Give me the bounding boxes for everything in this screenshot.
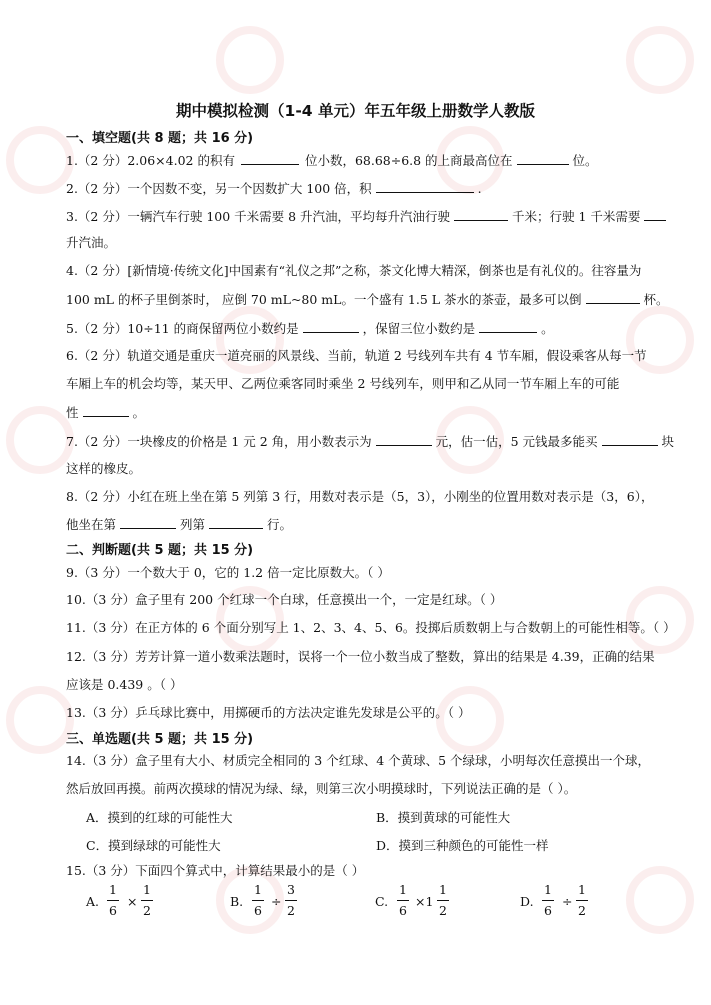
answer-blank[interactable]: [602, 433, 658, 446]
fraction-bar: [397, 900, 409, 901]
fraction-bar: [141, 900, 153, 901]
fraction-bar: [252, 900, 264, 901]
answer-blank[interactable]: [241, 152, 299, 165]
question-12: 12.（3 分）芳芳计算一道小数乘法题时，误将一个一位小数当成了整数，算出的结果是 4.39，正确的结果: [66, 649, 655, 664]
question-6: 6.（2 分）轨道交通是重庆一道亮丽的风景线、当前，轨道 2 号线列车共有 4 节车厢，假设乘客从每一节: [66, 348, 647, 363]
question-8-line-2: 他坐在第 列第 行。: [66, 517, 292, 532]
section-true-false: 二、判断题(共 5 题；共 15 分): [66, 543, 254, 558]
option-a[interactable]: A．摸到的红球的可能性大: [86, 810, 233, 825]
answer-blank[interactable]: [586, 291, 640, 304]
question-4-line-2: 100 mL 的杯子里倒茶时， 应倒 70 mL~80 mL。一个盛有 1.5 L 茶水的茶壶，最多可以倒 杯。: [66, 292, 669, 307]
answer-blank[interactable]: [209, 516, 263, 529]
question-8: 8.（2 分）小红在班上坐在第 5 列第 3 行，用数对表示是（5，3），小刚坐的位置用数对表示是（3，6），: [66, 489, 654, 504]
exam-page: 期中模拟检测（1-4 单元）年五年级上册数学人教版 一、填空题(共 8 题；共 16 分) 1.（2 分）2.06×4.02 的积有 位小数，68.68÷6.8 的上商最高位在 位。 2.（2 分）一个因数不变，另一个因数扩大 100 倍，积 . 3.（2 分）一辆汽车行驶 100 千米需要 8 升汽油，平均每升汽油行驶 千米；行驶 1 千米需要 升汽油。 4.（2 分）[新情境·传统文化]中国素有“礼仪之邦”之称，茶文化博大精深，倒茶也是有礼仪的。往容量为 100 mL 的杯子里倒茶时， 应倒 70 mL~80 mL。一个盛有 1.5 L 茶水的茶壶，最多可以倒 杯。 5.（2 分）10÷11 的商保留两位小数约是 ，保留三位小数约是 。 6.（2 分）轨道交通是重庆一道亮丽的风景线、当前，轨道 2 号线列车共有 4 节车厢，假设乘客从每一节 车厢上车的机会均等，某天甲、乙两位乘客同时乘坐 2 号线列车，则甲和乙从同一节车厢上车的可能 性 。 7.（2 分）一块橡皮的价格是 1 元 2 角，用小数表示为 元，估一估，5 元钱最多能买 块 这样的橡皮。 8.（2 分）小红在班上坐在第 5 列第 3 行，用数对表示是（5，3），小刚坐的位置用数对表示是（3，6）， 他坐在第 列第 行。 二、判断题(共 5 题；共 15 分) 9.（3 分）一个数大于 0，它的 1.2 倍一定比原数大。（ ） 10.（3 分）盒子里有 200 个红球一个白球，任意摸出一个，一定是红球。（ ） 11.（3 分）在正方体的 6 个面分别写上 1、2、3、4、5、6。投掷后质数朝上与合数朝上的可能性相等。（ ） 12.（3 分）芳芳计算一道小数乘法题时，误将一个一位小数当成了整数，算出的结果是 4.39，正确的结果 应该是 0.439 。（ ） 13.（3 分）乒乓球比赛中，用掷硬币的方法决定谁先发球是公平的。（ ） 三、单选题(共 5 题；共 15 分) 14.（3 分）盒子里有大小、材质完全相同的 3 个红球、4 个黄球、5 个绿球，小明每次任意摸出一个球， 然后放回再摸。前两次摸球的情况为绿、绿，则第三次小明摸球时，下列说法正确的是（ ）。 A．摸到的红球的可能性大 B．摸到黄球的可能性大 C．摸到绿球的可能性大 D．摸到三种颜色的可能性一样 15.（3 分）下面四个算式中，计算结果最小的是（ ） A. 1 6 × 1 2 B. 1 6 ÷ 3 2 C. 1 6 ×1 1 2 D. 1 6 ÷ 1 2: [0, 0, 711, 1005]
page-title: 期中模拟检测（1-4 单元）年五年级上册数学人教版: [176, 102, 535, 120]
option-c[interactable]: C．摸到绿球的可能性大: [86, 838, 221, 853]
question-7: 7.（2 分）一块橡皮的价格是 1 元 2 角，用小数表示为 元，估一估，5 元钱最多能买 块: [66, 434, 675, 449]
section-fill-in: 一、填空题(共 8 题；共 16 分): [66, 131, 254, 146]
question-9: 9.（3 分）一个数大于 0，它的 1.2 倍一定比原数大。（ ）: [66, 565, 390, 580]
question-14: 14.（3 分）盒子里有大小、材质完全相同的 3 个红球、4 个黄球、5 个绿球，小明每次任意摸出一个球，: [66, 753, 651, 768]
answer-blank[interactable]: [303, 320, 359, 333]
answer-blank[interactable]: [644, 208, 666, 221]
answer-blank[interactable]: [83, 404, 129, 417]
answer-blank[interactable]: [517, 152, 569, 165]
question-3: 3.（2 分）一辆汽车行驶 100 千米需要 8 升汽油，平均每升汽油行驶 千米；行驶 1 千米需要: [66, 208, 666, 225]
answer-blank[interactable]: [376, 433, 432, 446]
section-multiple-choice: 三、单选题(共 5 题；共 15 分): [66, 732, 254, 747]
fraction-bar: [576, 900, 588, 901]
question-3-line-2: 升汽油。: [66, 235, 117, 250]
option-d[interactable]: D．摸到三种颜色的可能性一样: [376, 838, 549, 853]
question-6-line-2: 车厢上车的机会均等，某天甲、乙两位乘客同时乘坐 2 号线列车，则甲和乙从同一节车厢上车的可能: [66, 376, 620, 391]
question-4: 4.（2 分）[新情境·传统文化]中国素有“礼仪之邦”之称，茶文化博大精深，倒茶也是有礼仪的。往容量为: [66, 263, 642, 278]
question-12-line-2: 应该是 0.439 。（ ）: [66, 677, 183, 692]
option-b[interactable]: B．摸到黄球的可能性大: [376, 810, 511, 825]
question-11: 11.（3 分）在正方体的 6 个面分别写上 1、2、3、4、5、6。投掷后质数朝上与合数朝上的可能性相等。（ ）: [66, 620, 676, 635]
question-6-line-3: 性 。: [66, 405, 145, 420]
question-13: 13.（3 分）乒乓球比赛中，用掷硬币的方法决定谁先发球是公平的。（ ）: [66, 705, 471, 720]
fraction-bar: [542, 900, 554, 901]
fraction-bar: [107, 900, 119, 901]
question-2: 2.（2 分）一个因数不变，另一个因数扩大 100 倍，积 .: [66, 181, 482, 196]
fraction-bar: [437, 900, 449, 901]
question-7-line-2: 这样的橡皮。: [66, 461, 142, 476]
answer-blank[interactable]: [120, 516, 176, 529]
fraction-bar: [285, 900, 297, 901]
question-5: 5.（2 分）10÷11 的商保留两位小数约是 ，保留三位小数约是 。: [66, 321, 554, 336]
answer-blank[interactable]: [376, 180, 474, 193]
question-10: 10.（3 分）盒子里有 200 个红球一个白球，任意摸出一个，一定是红球。（ ）: [66, 592, 503, 607]
question-14-line-2: 然后放回再摸。前两次摸球的情况为绿、绿，则第三次小明摸球时，下列说法正确的是（ ）。: [66, 781, 577, 796]
answer-blank[interactable]: [479, 320, 537, 333]
answer-blank[interactable]: [454, 208, 508, 221]
question-1: 1.（2 分）2.06×4.02 的积有 位小数，68.68÷6.8 的上商最高位在 位。: [66, 153, 598, 168]
question-15: 15.（3 分）下面四个算式中，计算结果最小的是（ ）: [66, 863, 365, 878]
